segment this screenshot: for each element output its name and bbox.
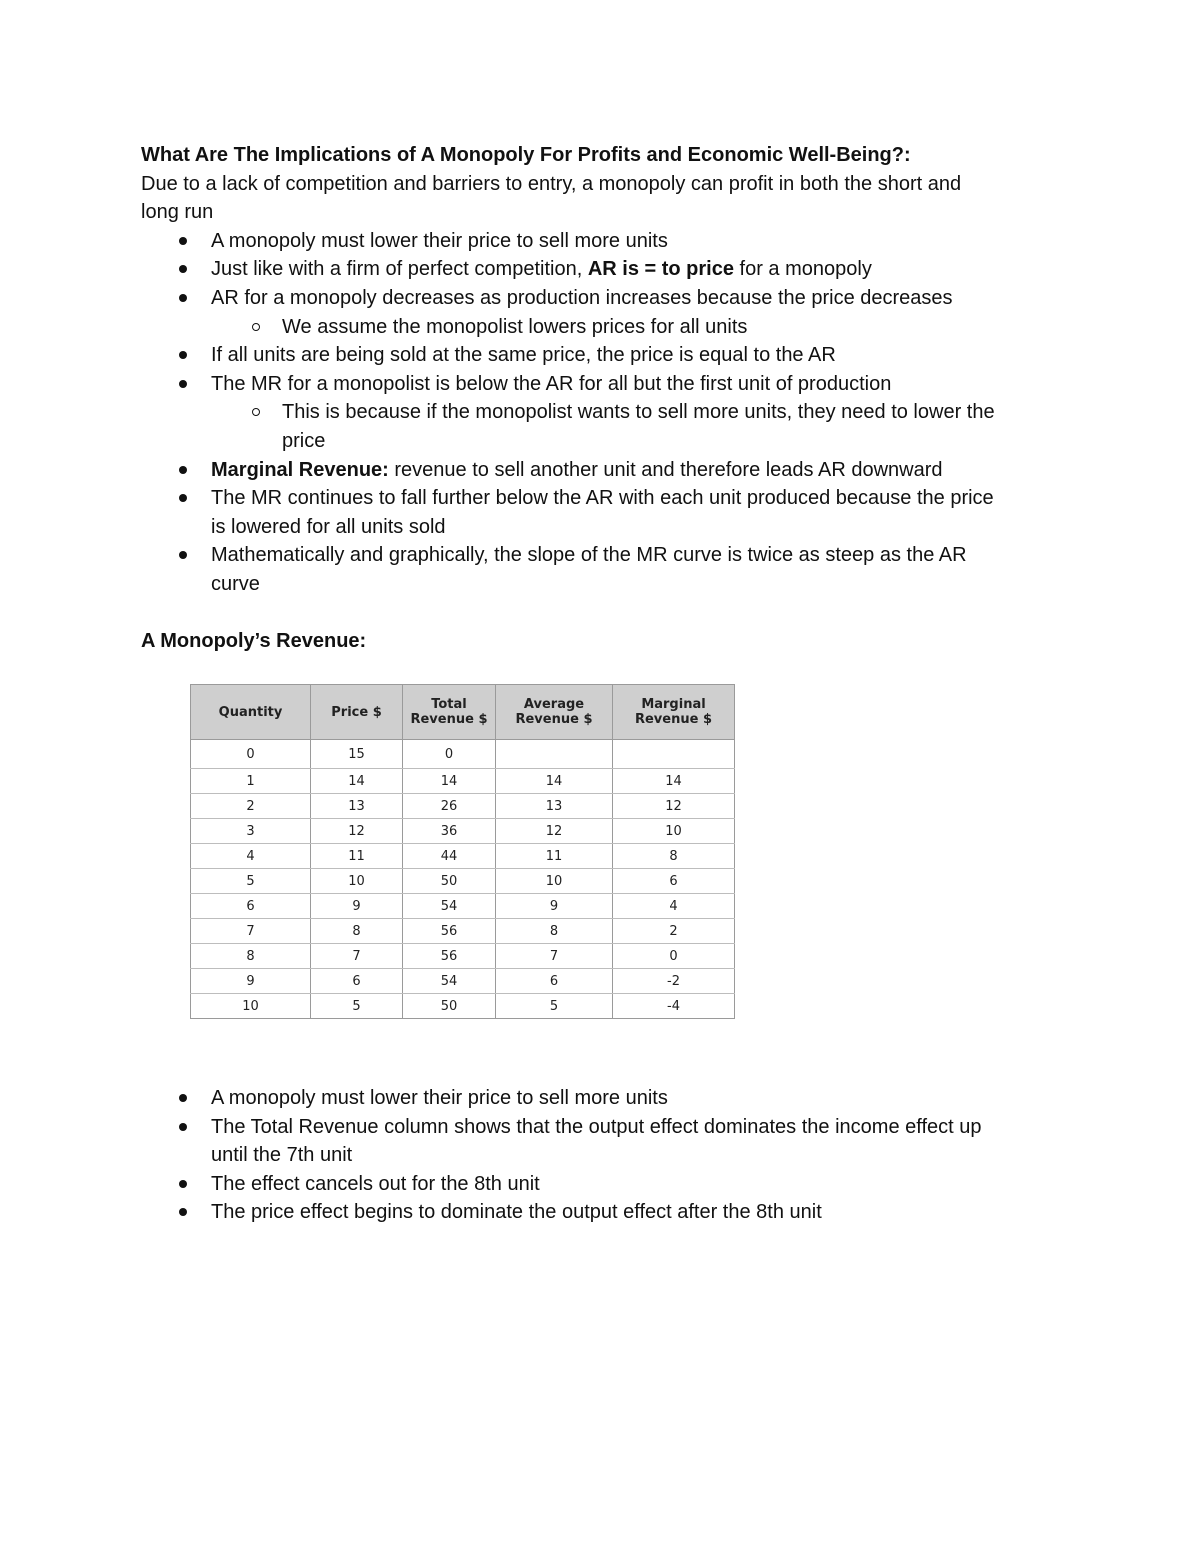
list-item-text: We assume the monopolist lowers prices for all units <box>282 315 748 338</box>
list-item-bold-text: AR is = to price <box>587 258 734 281</box>
bullet-dot-icon <box>179 1180 187 1188</box>
list-item-text: The effect cancels out for the 8th unit <box>211 1172 540 1195</box>
table-cell: 6 <box>496 969 613 994</box>
table-cell: 4 <box>191 844 311 869</box>
bullet-dot-icon <box>179 494 187 502</box>
table-cell: 11 <box>496 844 613 869</box>
list-item <box>141 1170 1061 1199</box>
list-item-text: The Total Revenue column shows that the output effect dominates the income effect up <box>211 1115 982 1138</box>
column-header-price: Price $ <box>311 685 403 740</box>
list-item-text: The MR for a monopolist is below the AR for all but the first unit of production <box>211 372 892 395</box>
table-cell: 5 <box>496 994 613 1019</box>
table-cell: -2 <box>613 969 735 994</box>
bullet-dot-icon <box>179 1123 187 1131</box>
table-cell: 9 <box>191 969 311 994</box>
list-item <box>141 284 1061 313</box>
table-cell: 0 <box>403 740 496 769</box>
list-item-text: The MR continues to fall further below the AR with each unit produced because the price <box>211 487 994 510</box>
bullet-dot-icon <box>179 237 187 245</box>
table-cell: 10 <box>613 819 735 844</box>
table-cell: 9 <box>496 894 613 919</box>
table-cell: 54 <box>403 969 496 994</box>
table-body <box>191 740 735 1019</box>
table-cell: 7 <box>311 944 403 969</box>
list-item <box>141 541 1061 598</box>
column-header-quantity: Quantity <box>191 685 311 740</box>
table-cell: 4 <box>613 894 735 919</box>
bullet-circle-icon <box>252 323 260 331</box>
table-cell: 14 <box>496 769 613 794</box>
revenue-table <box>190 684 735 1019</box>
bullet-dot-icon <box>179 1208 187 1216</box>
bullet-dot-icon <box>179 265 187 273</box>
table-cell: 44 <box>403 844 496 869</box>
table-cell: 2 <box>613 919 735 944</box>
table-cell: -4 <box>613 994 735 1019</box>
table-cell: 12 <box>311 819 403 844</box>
table-cell: 12 <box>496 819 613 844</box>
table-cell: 56 <box>403 944 496 969</box>
bullet-dot-icon <box>179 1094 187 1102</box>
table-cell: 10 <box>496 869 613 894</box>
table-cell: 14 <box>613 769 735 794</box>
table-cell: 11 <box>311 844 403 869</box>
list-item-bold-text: Marginal Revenue: <box>211 458 389 481</box>
revenue-bullet-list <box>141 1084 1061 1227</box>
table-cell: 8 <box>191 944 311 969</box>
list-item-text: The price effect begins to dominate the output effect after the 8th unit <box>211 1201 822 1224</box>
implications-bullet-list <box>141 227 1061 599</box>
list-item-text: If all units are being sold at the same price, the price is equal to the AR <box>211 344 836 367</box>
bullet-dot-icon <box>179 351 187 359</box>
list-item-text: A monopoly must lower their price to sell more units <box>211 229 668 252</box>
document-body <box>141 141 1061 655</box>
table-cell: 0 <box>613 944 735 969</box>
table-cell: 14 <box>311 769 403 794</box>
list-item-text: AR for a monopoly decreases as production increases because the price decreases <box>211 286 953 309</box>
section-heading-revenue: A Monopoly’s Revenue: <box>141 629 367 652</box>
list-item <box>141 484 1061 541</box>
list-item-text: is lowered for all units sold <box>211 515 446 538</box>
list-item-text: until the 7th unit <box>211 1144 353 1167</box>
table-cell: 6 <box>191 894 311 919</box>
table-row <box>191 794 735 819</box>
table-row <box>191 919 735 944</box>
table-cell: 50 <box>403 994 496 1019</box>
list-item-text: A monopoly must lower their price to sell more units <box>211 1087 668 1109</box>
bullet-circle-icon <box>252 408 260 416</box>
list-item <box>141 255 1061 284</box>
list-item <box>141 1198 1061 1227</box>
intro-text-line-1: Due to a lack of competition and barriers to entry, a monopoly can profit in both the short and <box>141 172 962 195</box>
section-heading-implications: What Are The Implications of A Monopoly For Profits and Economic Well-Being?: <box>141 144 911 166</box>
list-item <box>141 370 1061 399</box>
list-item <box>141 341 1061 370</box>
table-row <box>191 969 735 994</box>
list-item-text: This is because if the monopolist wants to sell more units, they need to lower the <box>282 401 995 424</box>
table-row <box>191 769 735 794</box>
list-item-text: for a monopoly <box>733 258 872 281</box>
table-cell: 7 <box>496 944 613 969</box>
table-cell: 6 <box>613 869 735 894</box>
list-item-text: Just like with a firm of perfect competition, <box>211 258 588 281</box>
table-cell: 0 <box>191 740 311 769</box>
table-row <box>191 869 735 894</box>
table-cell: 54 <box>403 894 496 919</box>
list-item <box>141 227 1061 256</box>
table-cell: 8 <box>311 919 403 944</box>
bullet-dot-icon <box>179 551 187 559</box>
bullet-dot-icon <box>179 380 187 388</box>
table-cell: 13 <box>311 794 403 819</box>
table-cell: 10 <box>191 994 311 1019</box>
list-item <box>141 1084 1061 1113</box>
table-cell: 5 <box>191 869 311 894</box>
table-cell: 8 <box>613 844 735 869</box>
intro-text-line-2: long run <box>141 201 214 224</box>
sub-list-item <box>141 313 1061 342</box>
revenue-table-image <box>190 684 734 1020</box>
table-cell: 12 <box>613 794 735 819</box>
table-cell: 14 <box>403 769 496 794</box>
revenue-notes <box>141 1084 1061 1227</box>
table-cell: 2 <box>191 794 311 819</box>
table-cell: 56 <box>403 919 496 944</box>
table-header-row <box>191 685 735 740</box>
table-row <box>191 819 735 844</box>
column-header-average-revenue: Average Revenue $ <box>496 685 613 740</box>
table-cell: 50 <box>403 869 496 894</box>
table-row <box>191 944 735 969</box>
table-cell: 8 <box>496 919 613 944</box>
table-cell: 26 <box>403 794 496 819</box>
table-cell: 5 <box>311 994 403 1019</box>
list-item-text: revenue to sell another unit and therefore leads AR downward <box>388 458 943 481</box>
table-cell: 7 <box>191 919 311 944</box>
table-cell: 13 <box>496 794 613 819</box>
table-cell <box>613 740 735 769</box>
bullet-dot-icon <box>179 294 187 302</box>
list-item-text: curve <box>211 572 260 595</box>
list-item <box>141 1113 1061 1170</box>
column-header-total-revenue: Total Revenue $ <box>403 685 496 740</box>
table-row <box>191 894 735 919</box>
list-item-text: price <box>282 429 326 452</box>
table-cell: 3 <box>191 819 311 844</box>
table-cell: 9 <box>311 894 403 919</box>
table-cell: 36 <box>403 819 496 844</box>
list-item-text: Mathematically and graphically, the slope of the MR curve is twice as steep as the AR <box>211 544 967 567</box>
bullet-dot-icon <box>179 466 187 474</box>
table-cell: 1 <box>191 769 311 794</box>
table-row <box>191 740 735 769</box>
table-cell: 6 <box>311 969 403 994</box>
table-row <box>191 844 735 869</box>
table-row <box>191 994 735 1019</box>
table-cell: 15 <box>311 740 403 769</box>
table-cell: 10 <box>311 869 403 894</box>
list-item <box>141 456 1061 485</box>
sub-list-item <box>141 398 1061 455</box>
table-cell <box>496 740 613 769</box>
column-header-marginal-revenue: Marginal Revenue $ <box>613 685 735 740</box>
